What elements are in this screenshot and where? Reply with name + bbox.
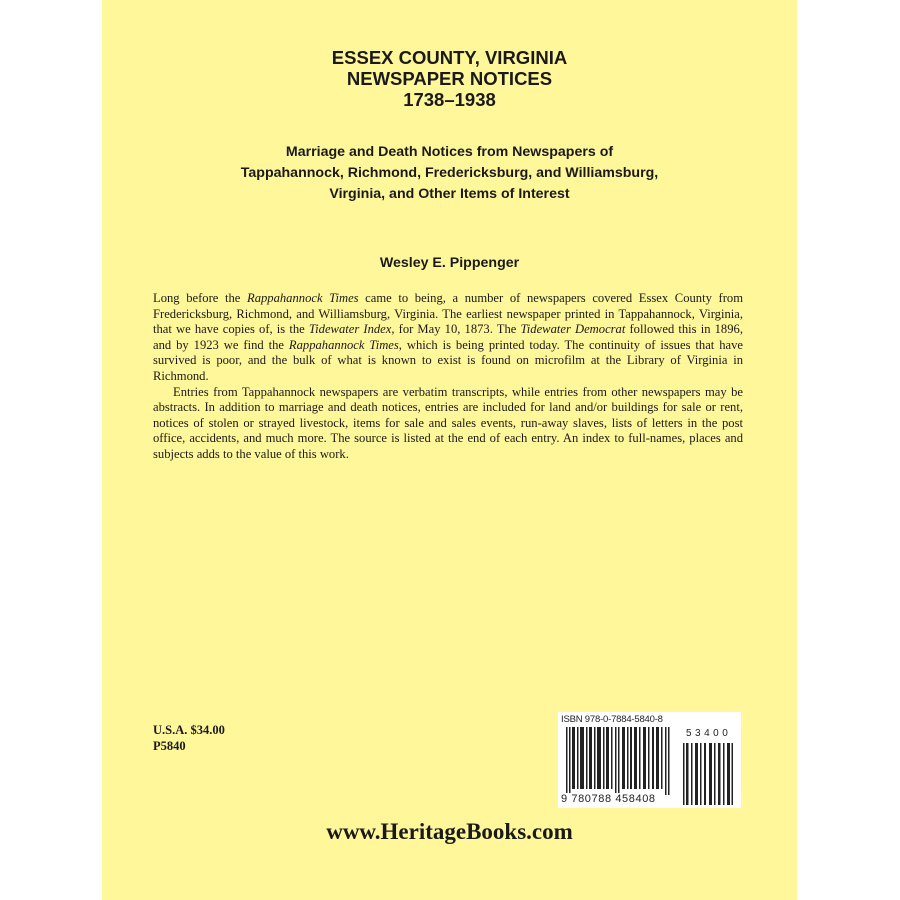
book-subtitle xyxy=(102,142,797,205)
newspaper-name: Tidewater Democrat xyxy=(520,322,626,337)
subtitle-line-3: Virginia, and Other Items of Interest xyxy=(329,186,570,202)
author-name: Wesley E. Pippenger xyxy=(379,255,520,271)
ean-digits: 9 780788 458408 xyxy=(561,793,656,805)
blurb-paragraph-1 xyxy=(153,291,743,385)
barcode-addon-digits: 53400 xyxy=(686,728,732,739)
isbn-barcode xyxy=(558,712,741,808)
blurb-paragraph-2: Entries from Tappahannock newspapers are verbatim transcripts, while entries from other newspapers may be abstracts. In addition to marriage and death notices, entries are included for land and/or buildings for sale or rent, notices of stolen or strayed livestock, items for sale and sales events, run-away slaves, lists of letters in the post office, accidents, and much more. The source is listed at the end of each entry. An index to full-names, places and subjects adds to the value of this work. xyxy=(153,384,743,461)
subtitle-line-2: Tappahannock, Richmond, Fredericksburg, and Williamsburg, xyxy=(240,165,659,181)
newspaper-name: Rappahannock Times xyxy=(288,337,399,352)
newspaper-name: Rappahannock Times xyxy=(247,291,359,305)
product-code: P5840 xyxy=(153,739,186,753)
blurb-text: came to being, a number of newspapers covered Essex County from Fredericksburg, Richmond, and Williamsburg, Virginia. The earliest newspaper printed in Tappahannock, Virginia, that we have copies of, is the xyxy=(153,291,743,337)
barcode-addon-bars-icon xyxy=(683,743,733,805)
blurb-text: , which is being printed today. The continuity of issues that have survived is poor, and the bulk of what is known to exist is found on microfilm at the Library of Virginia in Richmond. xyxy=(153,337,743,383)
blurb-text: followed this in 1896, and by 1923 we find the xyxy=(153,322,743,352)
blurb-text: , for May 10, 1873. The xyxy=(391,322,521,337)
subtitle-line-1: Marriage and Death Notices from Newspapers of xyxy=(285,144,614,160)
description-blurb xyxy=(153,291,743,463)
blurb-text: Long before the xyxy=(153,291,247,305)
title-line-1: ESSEX COUNTY, VIRGINIA xyxy=(331,47,568,68)
price-block xyxy=(153,722,225,754)
title-line-2: NEWSPAPER NOTICES xyxy=(346,68,553,89)
newspaper-name: Tidewater Index xyxy=(308,322,392,337)
price-label: U.S.A. $34.00 xyxy=(153,723,225,737)
book-back-cover xyxy=(102,0,797,900)
publisher-website: www.HeritageBooks.com xyxy=(326,819,573,844)
isbn-label: ISBN 978-0-7884-5840-8 xyxy=(561,714,663,725)
book-title xyxy=(102,47,797,110)
barcode-bars-icon xyxy=(566,727,671,795)
title-line-3-years: 1738–1938 xyxy=(403,89,496,110)
